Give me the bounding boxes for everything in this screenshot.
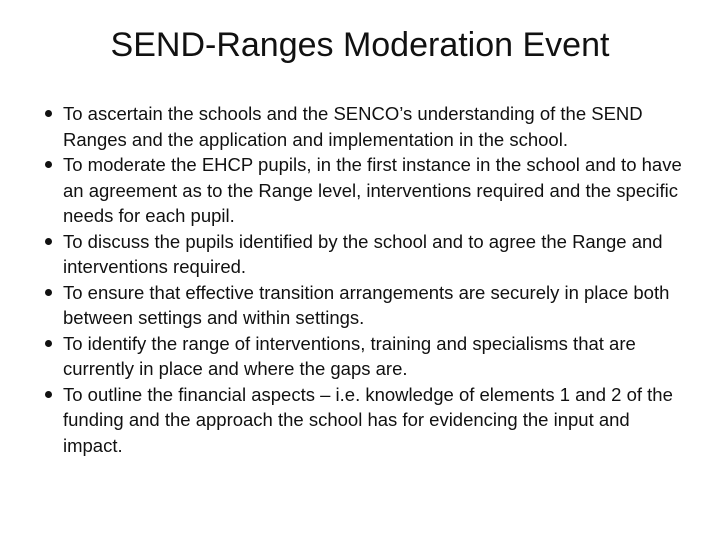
bullet-item <box>44 331 684 382</box>
bullet-icon <box>45 238 52 245</box>
bullet-item <box>44 229 684 280</box>
bullet-text: To moderate the EHCP pupils, in the first instance in the school and to have an agreement as to the Range level, interventions required and the specific needs for each pupil. <box>63 154 682 226</box>
bullet-icon <box>45 161 52 168</box>
bullet-text: To outline the financial aspects – i.e. knowledge of elements 1 and 2 of the funding and the approach the school has for evidencing the input and impact. <box>63 383 673 456</box>
bullet-icon <box>45 391 52 398</box>
bullet-item <box>44 152 684 229</box>
bullet-item <box>44 101 684 152</box>
bullet-text: To identify the range of interventions, training and specialisms that are currently in place and where the gaps are. <box>63 332 636 379</box>
bullet-text: To discuss the pupils identified by the school and to agree the Range and interventions required. <box>63 230 663 277</box>
slide-title: SEND-Ranges Moderation Event <box>110 26 610 64</box>
bullet-item <box>44 382 684 459</box>
bullet-icon <box>45 340 52 347</box>
bullet-item <box>44 280 684 331</box>
bullet-icon <box>45 110 52 117</box>
bullet-text: To ensure that effective transition arrangements are securely in place both between settings and within settings. <box>63 281 670 328</box>
bullet-text: To ascertain the schools and the SENCO’s understanding of the SEND Ranges and the application and implementation in the school. <box>63 103 643 150</box>
bullet-icon <box>45 289 52 296</box>
bullet-list <box>44 101 684 458</box>
